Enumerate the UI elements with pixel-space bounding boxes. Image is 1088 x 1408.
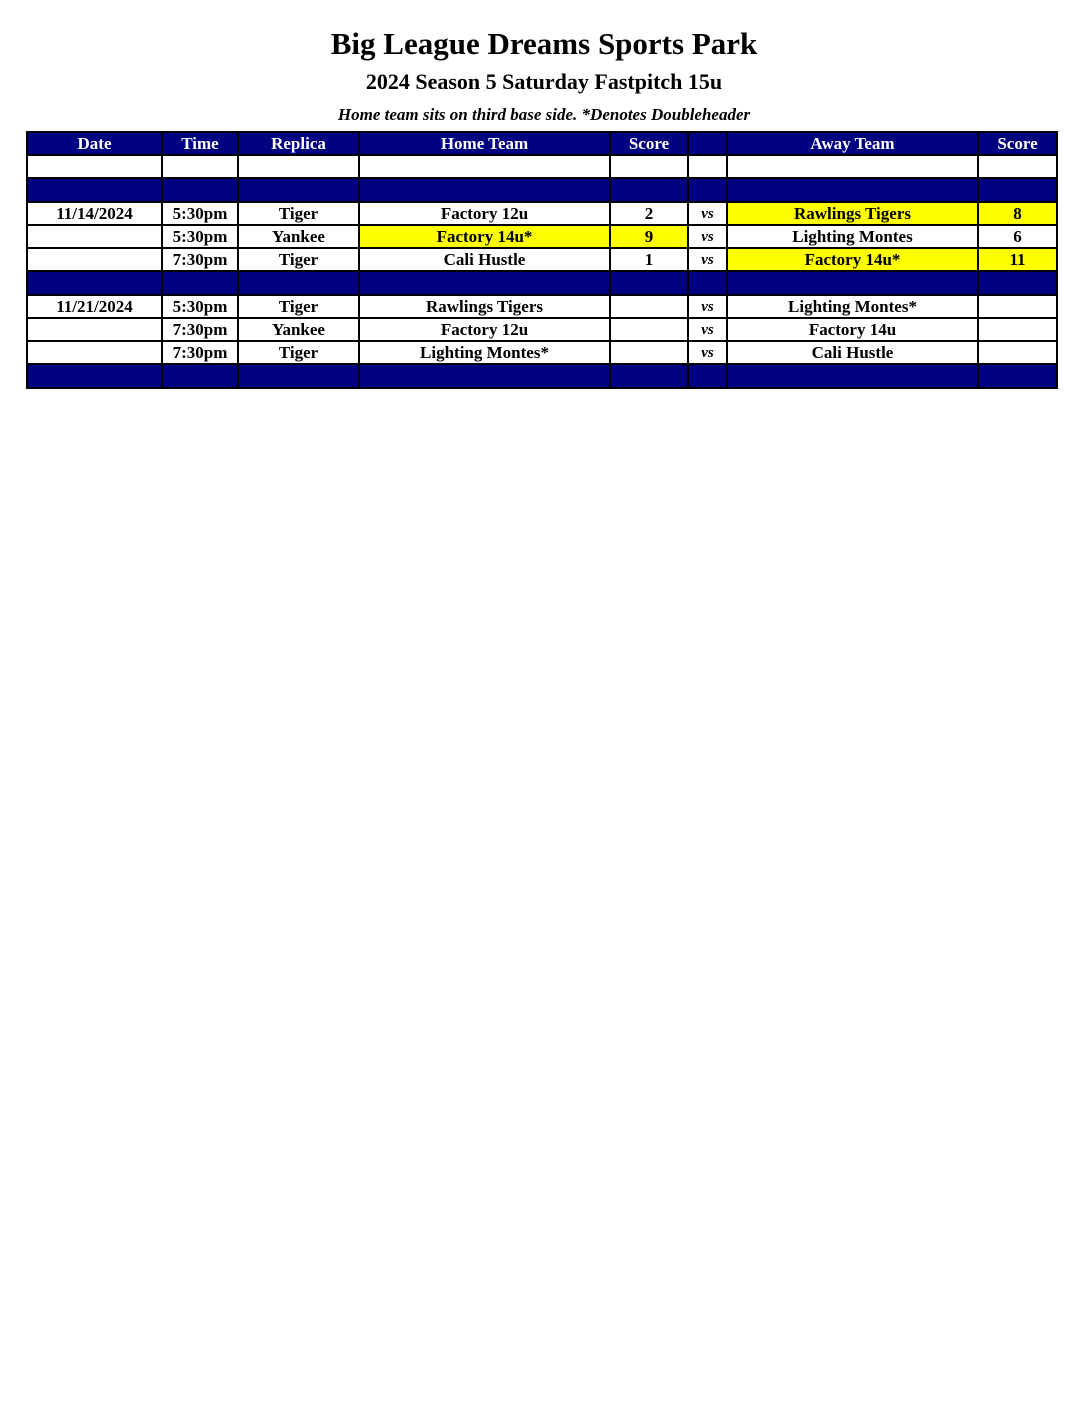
vs-cell: vs [688,225,727,248]
away-team-cell: Lighting Montes [727,225,978,248]
page-note: Home team sits on third base side. *Denotes Doubleheader [337,105,751,124]
table-row [27,248,1057,271]
column-header-away-team: Away Team [727,132,978,155]
column-header-date: Date [27,132,162,155]
vs-cell: vs [688,341,727,364]
time-cell: 5:30pm [162,225,238,248]
home-team-cell: Factory 12u [359,202,610,225]
table-row [27,202,1057,225]
schedule-table [26,131,1058,389]
date-cell: 11/14/2024 [27,202,162,225]
replica-cell: Tiger [238,202,359,225]
column-header-away-score: Score [978,132,1057,155]
time-cell: 7:30pm [162,318,238,341]
away-score-cell [978,341,1057,364]
home-team-cell: Lighting Montes* [359,341,610,364]
table-row [27,295,1057,318]
home-score-cell [610,318,688,341]
separator-band [27,178,1057,202]
away-score-cell [978,318,1057,341]
away-team-cell: Rawlings Tigers [727,202,978,225]
column-header-home-score: Score [610,132,688,155]
column-header-home-team: Home Team [359,132,610,155]
home-score-cell [610,341,688,364]
time-cell: 7:30pm [162,341,238,364]
vs-cell: vs [688,202,727,225]
date-cell [27,341,162,364]
table-row [27,341,1057,364]
home-team-cell: Factory 14u* [359,225,610,248]
date-cell [27,225,162,248]
replica-cell: Tiger [238,341,359,364]
away-score-cell: 11 [978,248,1057,271]
page-subtitle: 2024 Season 5 Saturday Fastpitch 15u [365,69,723,94]
away-score-cell: 8 [978,202,1057,225]
time-cell: 5:30pm [162,295,238,318]
vs-cell: vs [688,248,727,271]
away-team-cell: Cali Hustle [727,341,978,364]
column-header-vs [688,132,727,155]
away-score-cell: 6 [978,225,1057,248]
time-cell: 7:30pm [162,248,238,271]
page-title: Big League Dreams Sports Park [330,26,758,61]
home-score-cell: 9 [610,225,688,248]
table-row [27,225,1057,248]
replica-cell: Tiger [238,248,359,271]
date-cell: 11/21/2024 [27,295,162,318]
header-row [27,132,1057,155]
date-cell [27,248,162,271]
replica-cell: Yankee [238,318,359,341]
home-score-cell [610,295,688,318]
home-team-cell: Rawlings Tigers [359,295,610,318]
replica-cell: Yankee [238,225,359,248]
replica-cell: Tiger [238,295,359,318]
away-score-cell [978,295,1057,318]
home-score-cell: 1 [610,248,688,271]
away-team-cell: Factory 14u* [727,248,978,271]
vs-cell: vs [688,295,727,318]
away-team-cell: Lighting Montes* [727,295,978,318]
vs-cell: vs [688,318,727,341]
table-row [27,318,1057,341]
time-cell: 5:30pm [162,202,238,225]
blank-row [27,155,1057,178]
home-team-cell: Factory 12u [359,318,610,341]
home-score-cell: 2 [610,202,688,225]
column-header-time: Time [162,132,238,155]
column-header-replica: Replica [238,132,359,155]
separator-band [27,364,1057,388]
separator-band [27,271,1057,295]
date-cell [27,318,162,341]
home-team-cell: Cali Hustle [359,248,610,271]
away-team-cell: Factory 14u [727,318,978,341]
